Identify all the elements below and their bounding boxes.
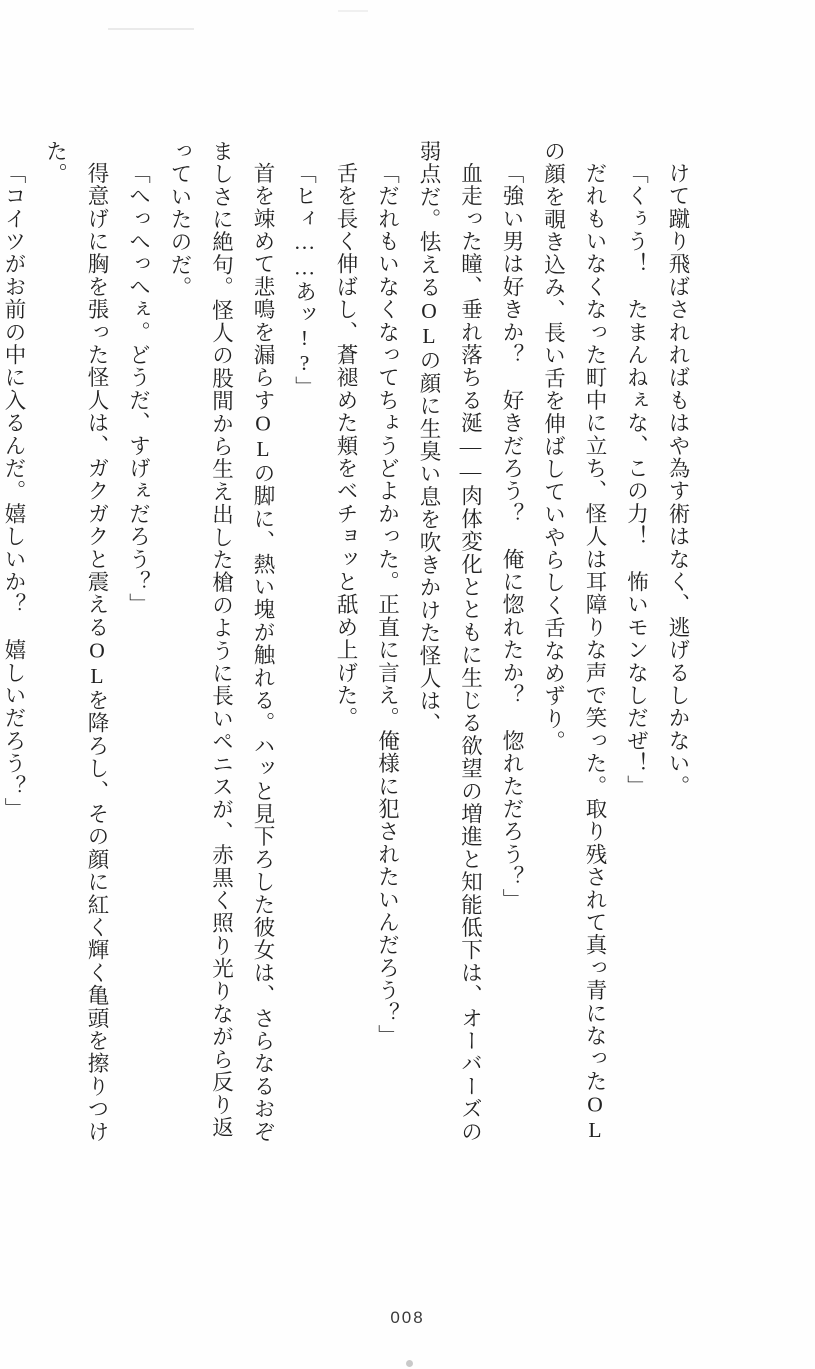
paragraph: 「だれもいなくなってちょうどよかった。正直に言え。俺様に犯されたいんだろう？」 <box>375 161 400 1047</box>
scan-artifact <box>108 28 194 30</box>
paragraph: 「へっへっへぇ。どうだ、すげぇだろう？」 <box>126 161 151 616</box>
paragraph: 舌を長く伸ばし、蒼褪めた頬をベチョッと舐め上げた。 <box>334 161 358 729</box>
paragraph: 得意げに胸を張った怪人は、ガクガクと震えるОLを降ろし、その顔に紅く輝く亀頭を擦りつけた。 <box>43 140 109 1143</box>
paragraph: 「くぅう！ たまんねぇな、この力！ 怖いモンなしだぜ！」 <box>624 161 649 798</box>
page-body-text <box>2 140 698 1145</box>
page-number: 008 <box>390 1308 425 1327</box>
paragraph: 血走った瞳、垂れ落ちる涎——肉体変化とともに生じる欲望の増進と知能低下は、オーバーズの弱点だ。怯えるОLの顔に生臭い息を吹きかけた怪人は、 <box>417 140 483 1143</box>
paragraph: 首を竦めて悲鳴を漏らすОLの脚に、熱い塊が触れる。ハッと見下ろした彼女は、さらなるおぞましさに絶句。怪人の股間から生え出した槍のように長いペニスが、赤黒く照り光りながら反り返っていたのだ。 <box>168 140 275 1143</box>
scan-artifact <box>338 10 368 12</box>
binding-dot <box>406 1360 413 1367</box>
paragraph: 「コイツがお前の中に入るんだ。嬉しいか？ 嬉しいだろう？」 <box>2 161 26 820</box>
paragraph: けて蹴り飛ばされればもはや為す術はなく、逃げるしかない。 <box>666 161 690 798</box>
paragraph: 「ヒィ……あッ!?」 <box>292 161 317 399</box>
paragraph: だれもいなくなった町中に立ち、怪人は耳障りな声で笑った。取り残されて真っ青になったОLの顔を覗き込み、長い舌を伸ばしていやらしく舌なめずり。 <box>541 140 607 1143</box>
paragraph: 「強い男は好きか？ 好きだろう？ 俺に惚れたか？ 惚れただろう？」 <box>500 161 524 911</box>
